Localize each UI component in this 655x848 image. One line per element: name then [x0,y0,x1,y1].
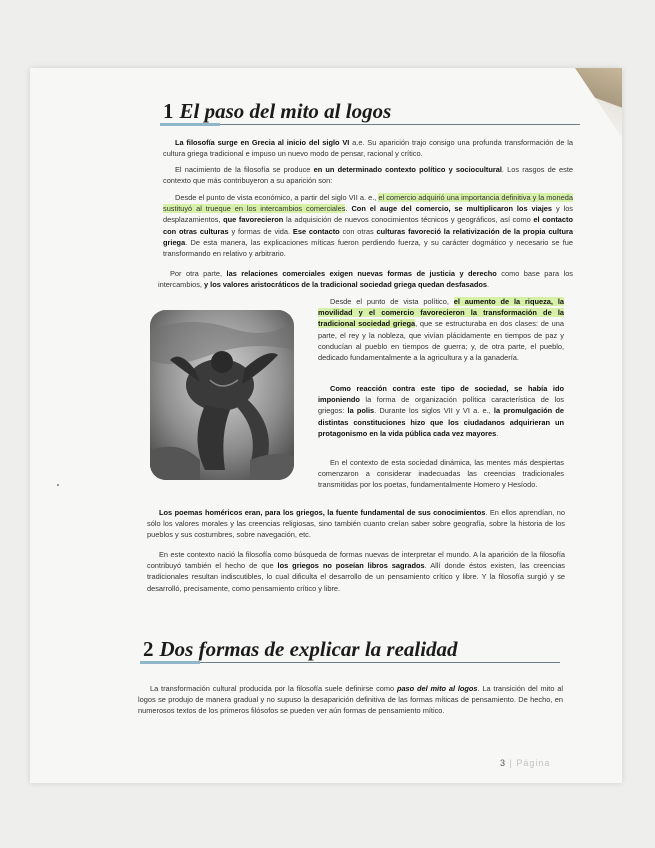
p3-text-3: y los desplazamientos, [163,204,574,225]
p3-bold-1: Con el auge del comercio, se multiplicaron los viajes [351,204,553,214]
section-1-heading [163,99,391,124]
p6-text-2: . Durante los siglos VII y VI a. e., [374,406,494,416]
p3-bold-5: culturas favoreció la relativización de la propia cultura griega [163,226,573,247]
paragraph-2 [163,164,573,186]
p3-bold-3: el contacto con otras culturas [163,215,573,236]
paragraph-9 [147,549,565,594]
illustration-figure [150,310,294,480]
p3-text-7: . De esta manera, las explicaciones míticas fueron perdiendo fuerza, y su carácter dogmático y necesario se fue transformando en relativo y arbitrario. [163,237,573,259]
paragraph-7 [318,457,564,491]
p10-text-1: La transformación cultural producida por la filosofía suele definirse como [150,684,397,693]
p3-text-2: . [345,204,352,214]
p2-text-2: . Los rasgos de este contexto que más contribuyeron a su aparición son: [163,165,573,186]
scan-speck [57,484,59,486]
p3-text-6: con otras [339,226,377,236]
p3-text-5: y formas de vida. [228,226,293,236]
p6-bold-1: Como reacción contra este tipo de sociedad, se había ido imponiendo [318,384,564,405]
section-1-title: El paso del mito al logos [179,99,392,123]
p3-text-4: la adquisición de nuevos conocimientos técnicos y geográficos, así como [283,215,534,225]
page-number-value: 3 [500,758,507,768]
p4-bold-1: las relaciones comerciales exigen nuevas formas de justicia y derecho [226,269,497,278]
p5-highlight-1: el aumento de la riqueza, la movilidad y el comercio favorecieron la transformación de la tradicional sociedad griega [318,297,564,329]
section-2-number: 2 [143,637,154,661]
p7-text-1: En el contexto de esta sociedad dinámica, las mentes más despiertas comenzaron a considerar inadecuadas las creencias tradicionales transmitidas por los poetas, fundamentalmente Homero y Hesíodo. [318,458,564,490]
paragraph-4 [158,268,573,290]
p5-text-2: , que se estructuraba en dos clases: de una parte, el rey y la nobleza, que vivían plácidamente en tiempos de paz y conducían al pueblo en tiempos de guerra; y, de otra parte, el pueblo, dedicado fundamentalmente a la agricultura y a la ganadería. [318,319,564,363]
p4-bold-2: y los valores aristocráticos de la tradicional sociedad griega quedan desfasados [204,280,488,290]
p1-bold-1: La filosofía surge en Grecia al inicio del siglo VI [175,138,350,147]
section-1-rule [160,124,580,125]
p3-text-1: Desde el punto de vista económico, a partir del siglo VII a. e., [175,193,379,202]
section-2-heading [143,637,458,662]
p9-bold-1: los griegos no poseían libros sagrados [277,561,425,571]
p1-text-1: a.e. Su aparición trajo consigo una profunda transformación de la cultura griega tradicional e impuso un nuevo modo de pensar, racional y crítico. [163,138,573,159]
p3-bold-4: Ese contacto [292,226,340,236]
p3-bold-2: que favorecieron [223,215,284,225]
engraving-image [150,310,294,480]
section-2-rule [140,662,560,663]
p4-text-2: como base para los intercambios, [158,269,574,290]
page-number [500,758,550,768]
p10-text-2: . La transición del mito al logos se produjo de manera gradual y no supuso la desaparición definitiva de las formas míticas de pensamiento. De hecho, en numerosos textos de los primeros filósofos se pueden ver aún formas de pensamiento mítico. [138,684,563,716]
p6-bold-3: la promulgación de distintas constituciones hizo que los ciudadanos adquirieran un protagonismo en la vida pública cada vez mayores [318,406,564,438]
section-2-title: Dos formas de explicar la realidad [159,637,458,661]
paragraph-10 [138,683,563,717]
p4-text-3: . [487,280,490,290]
paragraph-8 [147,507,565,541]
p6-bold-2: la polis [347,406,375,416]
p6-text-1: la forma de organización política característica de los griegos: [318,395,564,416]
page-number-label: | Página [509,758,551,768]
p3-highlight-1: el comercio adquirió una importancia definitiva y la moneda sustituyó al trueque en los intercambios comerciales [163,193,573,214]
p4-text-1: Por otra parte, [170,269,227,278]
p2-text-1: El nacimiento de la filosofía se produce [175,165,314,174]
p5-text-1: Desde el punto de vista político, [330,297,454,306]
p9-text-2: . Allí donde éstos existen, las creencias tradicionales resultan indiscutibles, lo cual dificulta el desarrollo de un pensamiento crítico y libre. Y la filosofía surgió y se desarrolló, precisamente, como pensamiento crítico y libre. [147,561,566,593]
p10-bold-1: paso del mito al logos [396,684,478,693]
paragraph-3 [163,192,573,259]
p8-bold-1: Los poemas homéricos eran, para los griegos, la fuente fundamental de sus conocimientos [159,508,486,517]
p8-text-1: . En ellos aprendían, no sólo los valores morales y las creencias religiosas, sino también cuanto creían saber sobre geografía, sobre la historia de los pueblos y sus costumbres, sobre navegación, etc. [147,508,565,540]
p6-text-3: . [496,428,499,438]
paragraph-6 [318,383,564,439]
section-1-number: 1 [163,99,174,123]
paragraph-5 [318,296,564,363]
p2-bold-1: en un determinado contexto político y sociocultural [313,165,502,174]
paragraph-1 [163,137,573,159]
p9-text-1: En este contexto nació la filosofía como búsqueda de formas nuevas de interpretar el mundo. A la aparición de la filosofía contribuyó también el hecho de que [147,550,565,571]
